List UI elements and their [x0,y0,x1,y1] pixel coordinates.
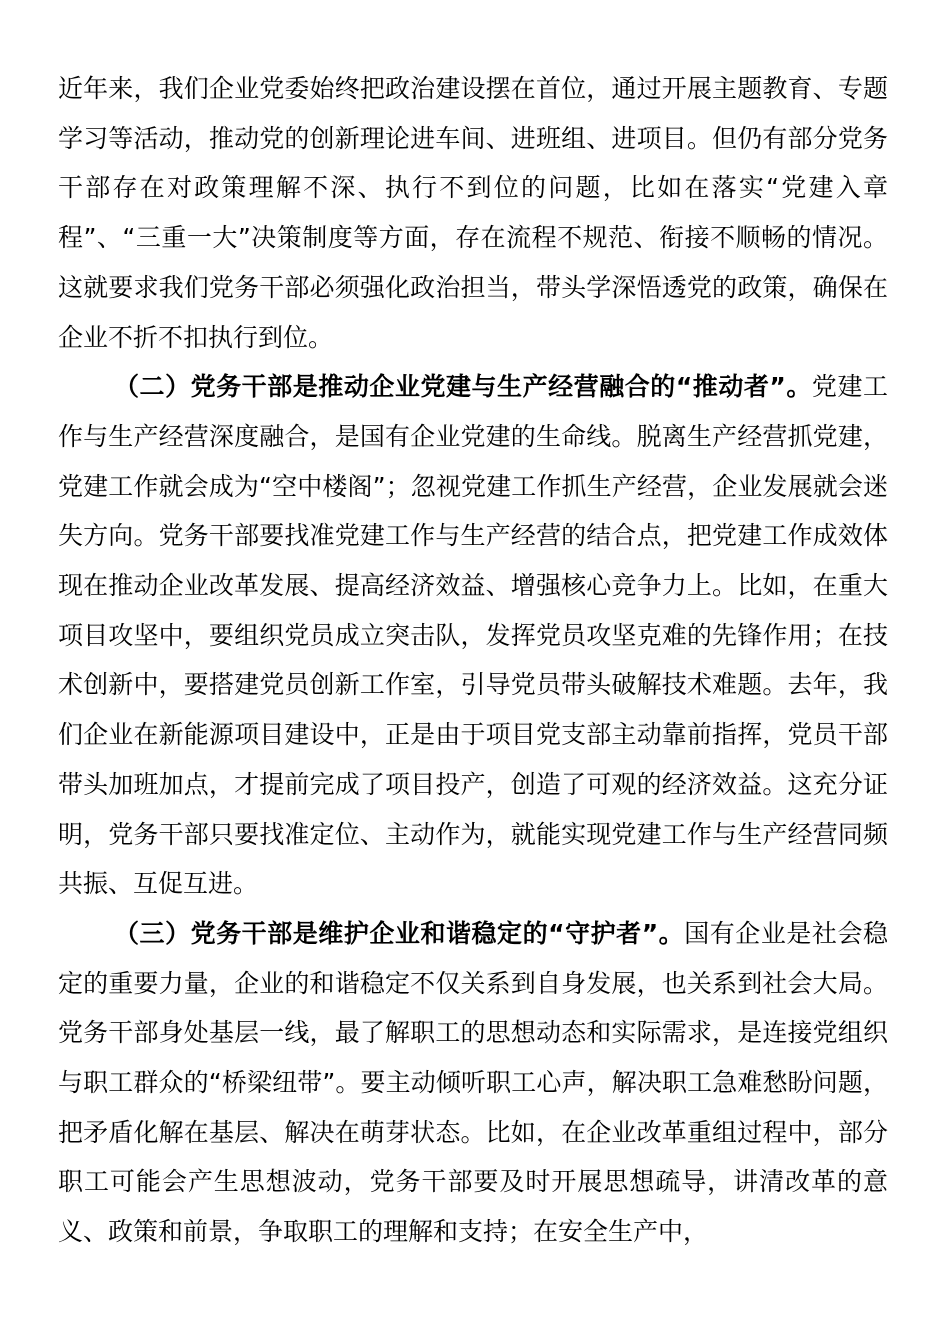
paragraph-body: 国有企业是社会稳定的重要力量，企业的和谐稳定不仅关系到自身发展，也关系到社会大局。党务干部身处基层一线，最了解职工的思想动态和实际需求，是连接党组织与职工群众的“桥梁纽带”。要主动倾听职工心声，解决职工急难愁盼问题，把矛盾化解在基层、解决在萌芽状态。比如，在企业改革重组过程中，部分职工可能会产生思想波动，党务干部要及时开展思想疏导，讲清改革的意义、政策和前景，争取职工的理解和支持；在安全生产中， [58,918,888,1247]
paragraph-body: 近年来，我们企业党委始终把政治建设摆在首位，通过开展主题教育、专题学习等活动，推动党的创新理论进车间、进班组、进项目。但仍有部分党务干部存在对政策理解不深、执行不到位的问题，比如在落实“党建入章程”、“三重一大”决策制度等方面，存在流程不规范、衔接不顺畅的情况。这就要求我们党务干部必须强化政治担当，带头学深悟透党的政策，确保在企业不折不扣执行到位。 [58,74,888,352]
paragraph-body: 党建工作与生产经营深度融合，是国有企业党建的生命线。脱离生产经营抓党建，党建工作就会成为“空中楼阁”；忽视党建工作抓生产经营，企业发展就会迷失方向。党务干部要找准党建工作与生产经营的结合点，把党建工作成效体现在推动企业改革发展、提高经济效益、增强核心竞争力上。比如，在重大项目攻坚中，要组织党员成立突击队，发挥党员攻坚克难的先锋作用；在技术创新中，要搭建党员创新工作室，引导党员带头破解技术难题。去年，我们企业在新能源项目建设中，正是由于项目党支部主动靠前指挥，党员干部带头加班加点，才提前完成了项目投产，创造了可观的经济效益。这充分证明，党务干部只要找准定位、主动作为，就能实现党建工作与生产经营同频共振、互促互进。 [58,372,888,899]
section-heading-3: （三）党务干部是维护企业和谐稳定的“守护者”。 [114,918,685,948]
paragraph-political-building [58,64,888,362]
paragraph-guardian [58,909,888,1257]
document-page [58,64,888,1257]
paragraph-promoter [58,362,888,909]
section-heading-2: （二）党务干部是推动企业党建与生产经营融合的“推动者”。 [114,372,812,402]
